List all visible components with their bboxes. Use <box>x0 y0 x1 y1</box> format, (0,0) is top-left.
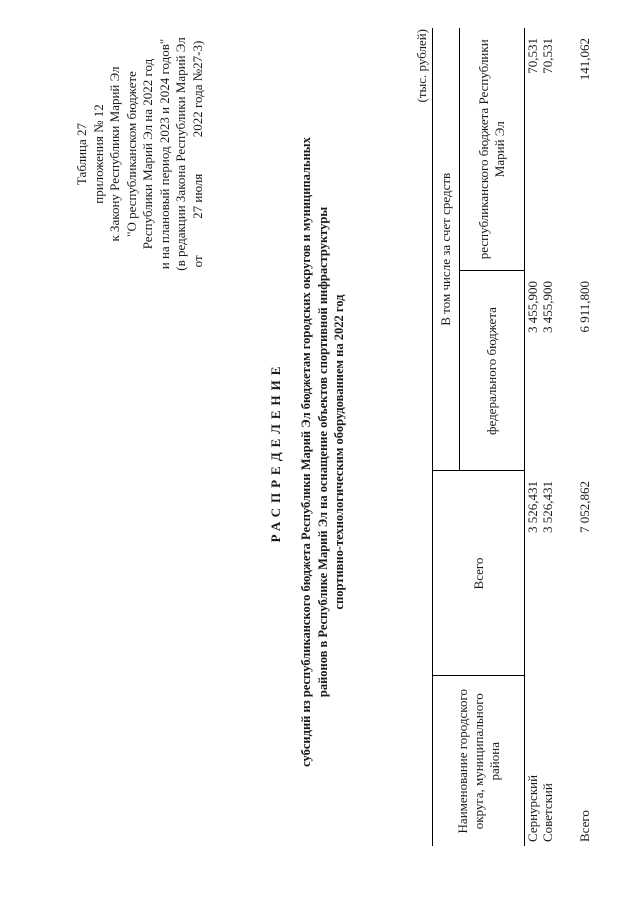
header-name: Наименование городского округа, муниципального района <box>433 676 525 846</box>
units-label: (тыс. рублей) <box>414 29 429 103</box>
appendix-line: (в редакции Закона Республики Марий Эл <box>173 37 188 271</box>
date-month: июля <box>189 173 205 203</box>
amendment-date-line <box>190 4 207 304</box>
appendix-block <box>74 4 206 304</box>
appendix-line: приложения № 12 <box>90 104 106 204</box>
table-row <box>525 28 541 846</box>
row-republic: 70,531 <box>540 38 555 74</box>
subtitle-line: спортивно-технологическим оборудованием на 2022 год <box>332 294 346 610</box>
total-row-federal: 6 911,800 <box>577 281 592 333</box>
row-republic: 70,531 <box>525 38 540 74</box>
header-republic: республиканского бюджета Республики Марий Эл <box>460 28 525 271</box>
document-subtitle <box>298 30 348 874</box>
appendix-line: "О республиканском бюджете <box>123 71 139 237</box>
distribution-table <box>432 28 592 846</box>
total-row <box>577 28 592 846</box>
total-row-total: 7 052,862 <box>577 481 592 533</box>
row-total: 3 526,431 <box>540 481 555 533</box>
date-year-number: 2022 года №27-3) <box>189 40 205 138</box>
document-heading: РАСПРЕДЕЛЕНИЕ <box>268 361 283 543</box>
header-total: Всего <box>433 471 525 676</box>
row-name: Сернурский <box>525 774 540 842</box>
appendix-line: Республики Марий Эл на 2022 год <box>140 58 155 250</box>
date-day: 27 <box>189 205 205 219</box>
date-prefix: от <box>189 255 205 268</box>
total-row-republic: 141,062 <box>577 38 592 81</box>
subtitle-line: районов в Республике Марий Эл на оснащение объектов спортивной инфраструктуры <box>315 206 330 698</box>
header-group: В том числе за счет средств <box>433 28 460 471</box>
header-federal: федерального бюджета <box>460 271 525 471</box>
subtitle-line: субсидий из республиканского бюджета Республики Марий Эл бюджетам городских округов и муниципальных <box>299 137 313 767</box>
row-total: 3 526,431 <box>525 481 540 533</box>
table-row <box>540 28 555 846</box>
row-federal: 3 455,900 <box>525 281 540 333</box>
total-row-name: Всего <box>577 810 592 842</box>
row-name: Советский <box>540 783 555 842</box>
appendix-line: к Закону Республики Марий Эл <box>107 66 122 242</box>
appendix-line: Таблица 27 <box>74 122 89 186</box>
appendix-line: и на плановый период 2023 и 2024 годов" <box>156 38 172 270</box>
row-federal: 3 455,900 <box>540 281 555 333</box>
